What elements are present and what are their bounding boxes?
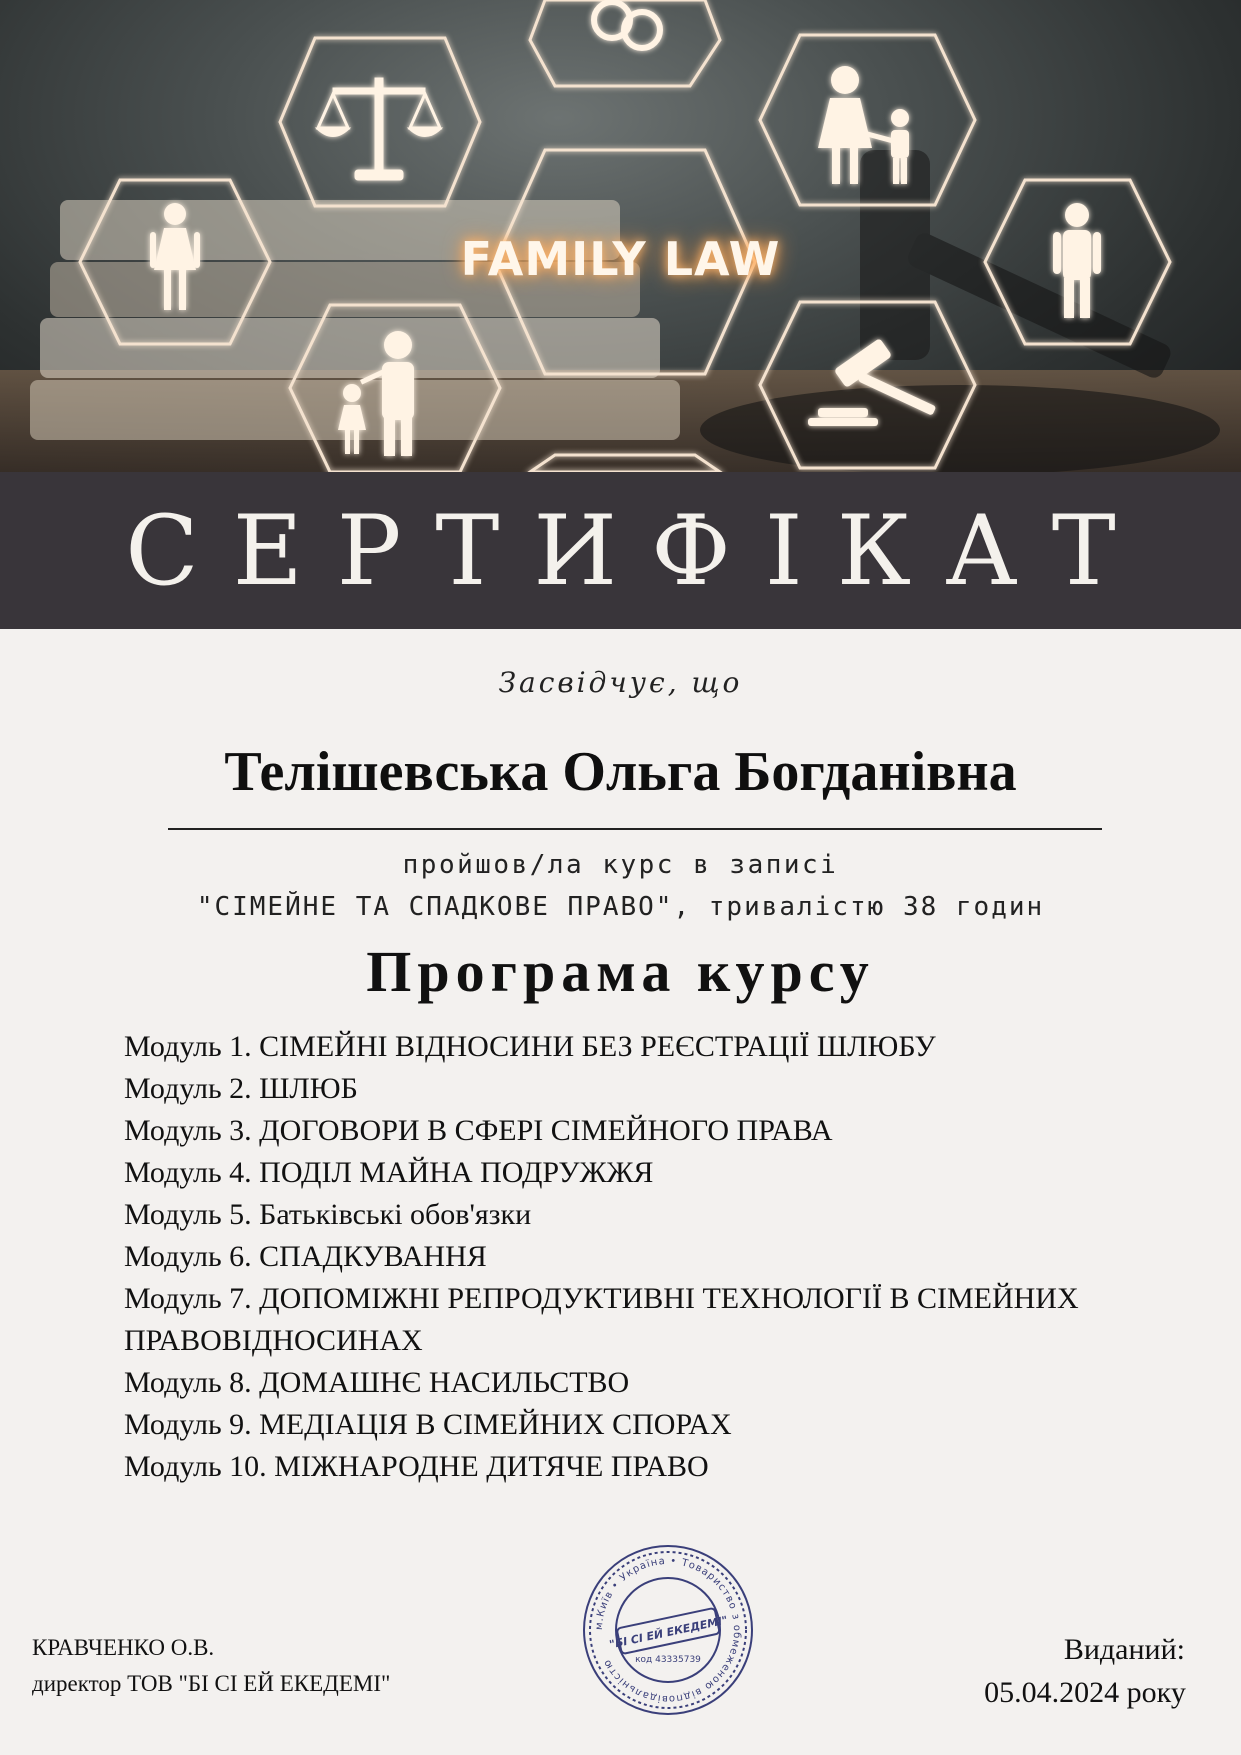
list-item: Модуль 7. ДОПОМІЖНІ РЕПРОДУКТИВНІ ТЕХНОЛОГІЇ В СІМЕЙНИХ ПРАВОВІДНОСИНАХ	[124, 1282, 1079, 1357]
issued-label: Виданий:	[1063, 1633, 1185, 1666]
list-item: Модуль 2. ШЛЮБ	[124, 1072, 358, 1105]
issued-block	[955, 1628, 1215, 1714]
signer-block	[32, 1630, 390, 1702]
program-title: Програма курсу	[366, 939, 875, 1004]
completed-text: пройшов/ла курс в записі	[402, 850, 839, 880]
certificate-title: СЕРТИФІКАТ	[125, 494, 1150, 607]
list-item: Модуль 6. СПАДКУВАННЯ	[124, 1240, 487, 1273]
company-stamp-icon	[578, 1540, 758, 1720]
list-item: Модуль 4. ПОДІЛ МАЙНА ПОДРУЖЖЯ	[124, 1156, 654, 1189]
title-band	[0, 472, 1241, 629]
name-underline	[168, 828, 1102, 830]
stamp-code-text: код 43335739	[635, 1655, 701, 1665]
scales-of-justice-icon	[316, 78, 442, 180]
list-item: Модуль 3. ДОГОВОРИ В СФЕРІ СІМЕЙНОГО ПРАВА	[124, 1114, 833, 1147]
module-list	[124, 1026, 1214, 1488]
stamp-center-text: "БІ СІ ЕЙ ЕКЕДЕМІ"	[608, 1613, 729, 1652]
recipient-name: Телішевська Ольга Богданівна	[224, 741, 1017, 803]
hero-banner-text: FAMILY LAW	[460, 232, 781, 286]
signer-name: КРАВЧЕНКО О.В.	[32, 1635, 215, 1660]
issued-date: 05.04.2024 року	[984, 1676, 1186, 1709]
list-item: Модуль 1. СІМЕЙНІ ВІДНОСИНИ БЕЗ РЕЄСТРАЦІЇ ШЛЮБУ	[124, 1030, 936, 1063]
certifies-text: Засвідчує, що	[498, 666, 743, 699]
list-item: Модуль 5. Батьківські обов'язки	[124, 1198, 532, 1231]
hero-image	[0, 0, 1241, 472]
list-item: Модуль 9. МЕДІАЦІЯ В СІМЕЙНИХ СПОРАХ	[124, 1408, 732, 1441]
list-item: Модуль 8. ДОМАШНЄ НАСИЛЬСТВО	[124, 1366, 630, 1399]
list-item: Модуль 10. МІЖНАРОДНЕ ДИТЯЧЕ ПРАВО	[124, 1450, 709, 1483]
signer-position: директор ТОВ "БІ СІ ЕЙ ЕКЕДЕМІ"	[32, 1671, 391, 1696]
course-text: "СІМЕЙНЕ ТА СПАДКОВЕ ПРАВО", тривалістю 38 годин	[196, 892, 1045, 922]
stamp-ring-text: м.Київ • Україна • Товариство з обмеженою відповідальністю	[593, 1555, 743, 1705]
